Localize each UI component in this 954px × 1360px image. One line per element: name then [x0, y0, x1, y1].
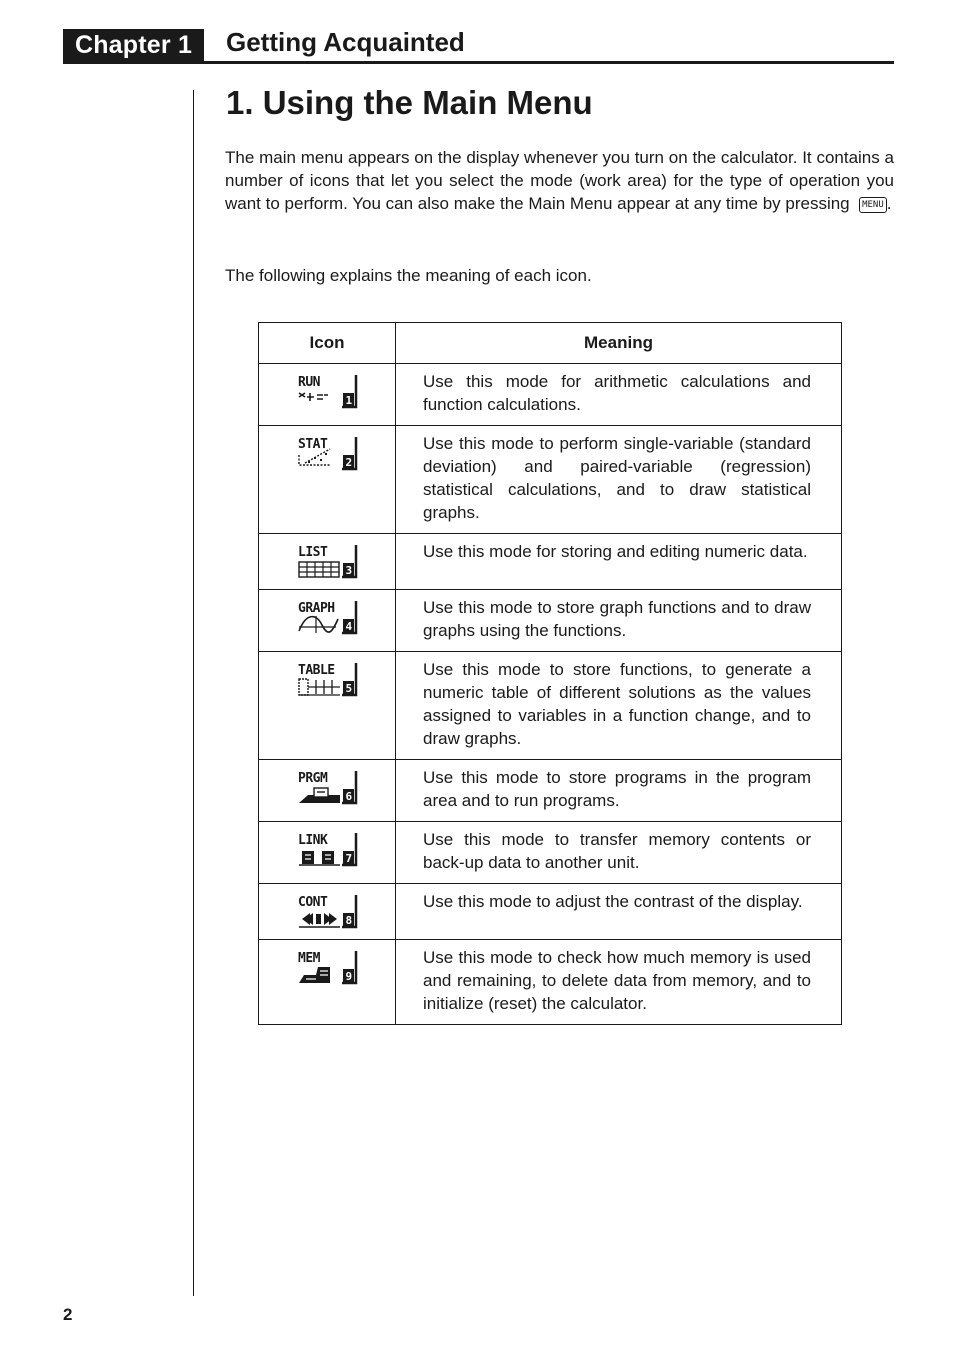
header-rule — [63, 61, 894, 64]
table-icon — [296, 661, 358, 701]
table-row — [259, 940, 842, 1025]
icon-cell — [259, 590, 396, 652]
mem-icon — [296, 949, 358, 989]
svg-text:7: 7 — [345, 852, 353, 865]
icon-cell — [259, 940, 396, 1025]
meaning-cell: Use this mode for arithmetic calculations and function calculations. — [396, 364, 842, 426]
intro-paragraph — [225, 146, 894, 215]
chapter-label: Chapter 1 — [74, 30, 193, 59]
svg-text:3: 3 — [345, 564, 353, 577]
table-row — [259, 652, 842, 760]
table-row — [259, 822, 842, 884]
meaning-cell: Use this mode to adjust the contrast of the display. — [396, 884, 842, 940]
graph-icon — [296, 599, 358, 639]
meaning-cell: Use this mode to store graph functions and to draw graphs using the functions. — [396, 590, 842, 652]
icon-cell — [259, 760, 396, 822]
svg-text:5: 5 — [345, 682, 353, 695]
meaning-cell: Use this mode to perform single-variable (standard deviation) and paired-variable (regression) statistical calculations, and to draw statistical graphs. — [396, 426, 842, 534]
svg-text:2: 2 — [345, 456, 353, 469]
svg-text:4: 4 — [345, 620, 353, 633]
icon-column-header: Icon — [259, 323, 396, 364]
icon-cell — [259, 364, 396, 426]
meaning-cell: Use this mode to check how much memory is used and remaining, to delete data from memory, and to initialize (reset) the calculator. — [396, 940, 842, 1025]
margin-rule — [193, 90, 194, 1296]
menu-key-icon: MENU — [859, 197, 887, 213]
link-icon — [296, 831, 358, 871]
svg-text:CONT: CONT — [298, 895, 328, 910]
svg-text:LIST: LIST — [298, 545, 328, 560]
intro-text: The main menu appears on the display whenever you turn on the calculator. It contains a number of icons that let you select the mode (work area) for the type of operation you want to perform. You can also make the Main Menu appear at any time by pressing — [225, 148, 894, 213]
meaning-cell: Use this mode to transfer memory contents or back-up data to another unit. — [396, 822, 842, 884]
run-icon — [296, 373, 358, 413]
list-icon — [296, 543, 358, 583]
svg-text:GRAPH: GRAPH — [298, 601, 335, 616]
svg-text:1: 1 — [345, 394, 353, 407]
chapter-badge — [63, 29, 204, 61]
svg-text:RUN: RUN — [298, 375, 320, 390]
chapter-title: Getting Acquainted — [226, 27, 465, 57]
svg-text:PRGM: PRGM — [298, 771, 328, 786]
prgm-icon — [296, 769, 358, 809]
stat-icon — [296, 435, 358, 475]
section-title: 1. Using the Main Menu — [226, 84, 593, 121]
svg-text:6: 6 — [345, 790, 353, 803]
svg-text:9: 9 — [345, 970, 353, 983]
page-number: 2 — [63, 1305, 73, 1324]
svg-text:8: 8 — [345, 914, 353, 927]
meaning-cell: Use this mode for storing and editing numeric data. — [396, 534, 842, 590]
svg-text:STAT: STAT — [298, 437, 328, 452]
table-header-row — [259, 323, 842, 364]
icon-cell — [259, 822, 396, 884]
icon-cell — [259, 426, 396, 534]
meaning-cell: Use this mode to store functions, to generate a numeric table of different solutions as the values assigned to variables in a function change, and to draw graphs. — [396, 652, 842, 760]
table-row — [259, 884, 842, 940]
table-row — [259, 534, 842, 590]
table-row — [259, 364, 842, 426]
table-row — [259, 760, 842, 822]
icon-cell — [259, 884, 396, 940]
meaning-cell: Use this mode to store programs in the program area and to run programs. — [396, 760, 842, 822]
table-row — [259, 426, 842, 534]
cont-icon — [296, 893, 358, 933]
svg-text:TABLE: TABLE — [298, 663, 335, 678]
intro-end: . — [886, 194, 892, 213]
svg-text:LINK: LINK — [298, 833, 328, 848]
icon-cell — [259, 534, 396, 590]
explain-text: The following explains the meaning of each icon. — [225, 266, 592, 285]
svg-text:MEM: MEM — [298, 951, 320, 966]
icon-table — [258, 322, 842, 1025]
meaning-column-header: Meaning — [396, 323, 842, 364]
table-row — [259, 590, 842, 652]
icon-cell — [259, 652, 396, 760]
